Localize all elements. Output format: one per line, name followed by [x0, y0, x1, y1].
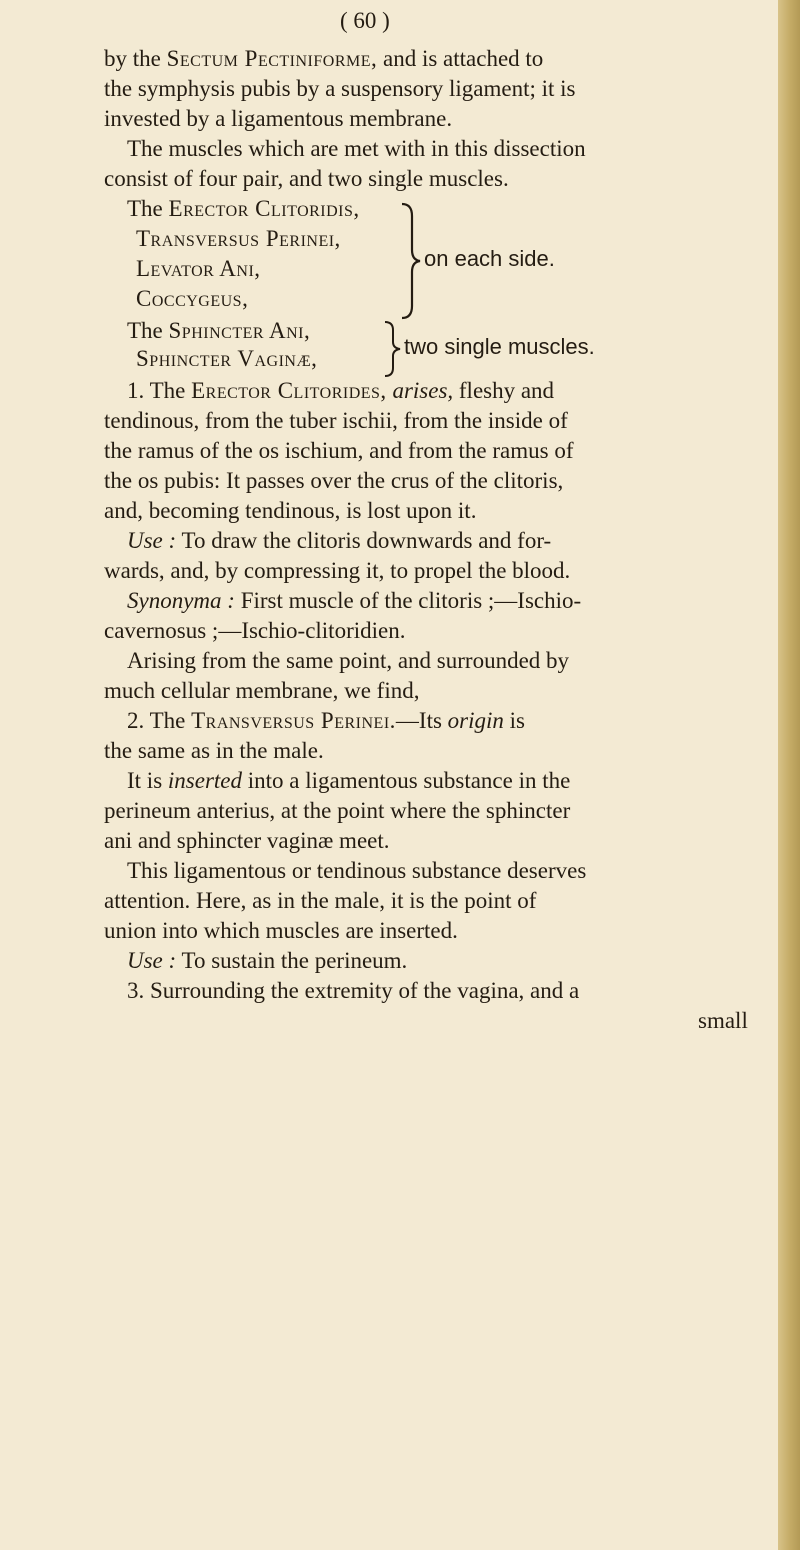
text-line: much cellular membrane, we find, — [104, 678, 420, 703]
text-line: The muscles which are met with in this dissection — [127, 136, 586, 161]
text-line: This ligamentous or tendinous substance deserves — [127, 858, 587, 883]
muscle-list-item: The Sphincter Ani, — [127, 318, 311, 343]
muscle-list-item: Coccygeus, — [136, 286, 249, 311]
text-line: and, becoming tendinous, is lost upon it. — [104, 498, 477, 523]
text-line: Use : To draw the clitoris downwards and for- — [127, 528, 552, 553]
text-line: wards, and, by compressing it, to propel the blood. — [104, 558, 571, 583]
text-line: 2. The Transversus Perinei.—Its origin is — [127, 708, 525, 733]
text-line: Arising from the same point, and surrounded by — [127, 648, 570, 673]
muscle-list-item: The Erector Clitoridis, — [127, 196, 360, 221]
text-line: invested by a ligamentous membrane. — [104, 106, 453, 131]
text-line: the symphysis pubis by a suspensory ligament; it is — [104, 76, 576, 101]
text-line: It is inserted into a ligamentous substance in the — [127, 768, 571, 793]
text-line: the same as in the male. — [104, 738, 324, 763]
muscle-list-item: Levator Ani, — [136, 256, 261, 281]
curly-brace-icon — [382, 320, 404, 378]
text-line: 3. Surrounding the extremity of the vagina, and a — [127, 978, 580, 1003]
text-line: by the Sectum Pectiniforme, and is attached to — [104, 46, 544, 71]
catchword: small — [698, 1008, 748, 1033]
curly-brace-icon — [398, 202, 424, 320]
text-line: ani and sphincter vaginæ meet. — [104, 828, 390, 853]
text-line: tendinous, from the tuber ischii, from the inside of — [104, 408, 568, 433]
text-line: attention. Here, as in the male, it is the point of — [104, 888, 537, 913]
brace-label: on each side. — [424, 246, 555, 271]
brace-label: two single muscles. — [404, 334, 595, 359]
muscle-list-item: Sphincter Vaginæ, — [136, 346, 318, 371]
text-line: cavernosus ;—Ischio-clitoridien. — [104, 618, 406, 643]
text-line: consist of four pair, and two single muscles. — [104, 166, 509, 191]
text-line: the os pubis: It passes over the crus of the clitoris, — [104, 468, 564, 493]
text-line: Use : To sustain the perineum. — [127, 948, 408, 973]
text-line: the ramus of the os ischium, and from the ramus of — [104, 438, 574, 463]
page-number: ( 60 ) — [340, 8, 390, 33]
muscle-list-item: Transversus Perinei, — [136, 226, 341, 251]
text-line: 1. The Erector Clitorides, arises, fleshy and — [127, 378, 555, 403]
text-line: perineum anterius, at the point where the sphincter — [104, 798, 571, 823]
text-line: Synonyma : First muscle of the clitoris ;—Ischio- — [127, 588, 582, 613]
text-line: union into which muscles are inserted. — [104, 918, 458, 943]
